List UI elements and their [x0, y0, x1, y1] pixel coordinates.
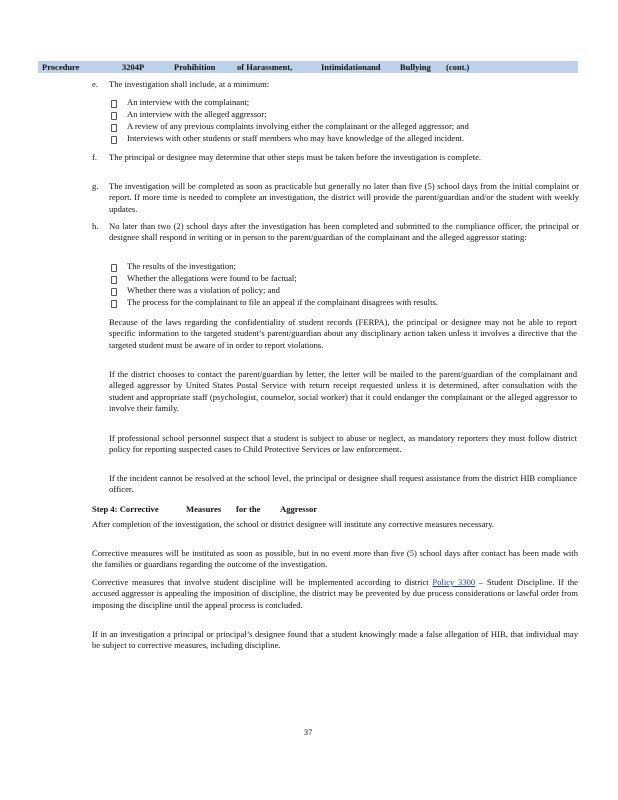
item-h-text: No later than two (2) school days after the investigation has been completed and submitted to the compliance officer, the principal or designee shall respond in writing or in person to the parent/guardian of the complainant and the alleged aggressor stating: [109, 221, 579, 243]
header-word-bullying: Bullying [400, 62, 431, 72]
step4-heading-step: Step 4: Corrective [92, 504, 159, 514]
bullet-box-icon [111, 100, 117, 108]
step4-paragraph-3 [92, 577, 578, 611]
item-h-label: h. [92, 221, 99, 231]
abuse-paragraph: If professional school personnel suspect that a student is subject to abuse or neglect, as mandatory reporters they must follow district policy for reporting suspected cases to Child Protective Services or law enforcement. [109, 433, 577, 455]
step4-p3-after: – Student Discipline. If the accused aggressor is appealing the imposition of discipline, the district may be prevented by due process considerations or lawful order from imposing the discipline until the appeal process is concluded. [92, 577, 578, 610]
item-f-text: The principal or designee may determine that other steps must be taken before the investigation is complete. [109, 152, 482, 162]
bullet-box-icon [111, 300, 117, 308]
step4-paragraph-2: Corrective measures will be instituted as soon as possible, but in no event more than five (5) school days after contact has been made with the families or guardians regarding the outcome of the investigation. [92, 548, 578, 570]
policy-3300-link[interactable]: Policy 3300 [432, 577, 476, 587]
item-e-bullet: A review of any previous complaints involving either the complainant or the alleged aggressor; and [127, 121, 469, 131]
item-h-bullet: Whether the allegations were found to be factual; [127, 273, 297, 283]
item-g-text: The investigation will be completed as soon as practicable but generally no later than five (5) school days from the initial complaint or report. If more time is needed to complete an investigation, the district will provide the parent/guardian and/or the student with weekly updates. [109, 181, 579, 214]
bullet-box-icon [111, 136, 117, 144]
header-cont: (cont.) [446, 62, 470, 72]
unresolved-paragraph: If the incident cannot be resolved at the school level, the principal or designee shall request assistance from the district HIB compliance officer. [109, 473, 577, 495]
header-word-prohibition: Prohibition [174, 62, 216, 72]
bullet-box-icon [111, 112, 117, 120]
item-e-text: The investigation shall include, at a minimum: [109, 79, 270, 89]
step4-p3-before: Corrective measures that involve student discipline will be implemented according to district [92, 577, 433, 587]
ferpa-paragraph: Because of the laws regarding the confidentiality of student records (FERPA), the principal or designee may not be able to report specific information to the targeted student’s parent/guardian about any disciplinary action taken unless it involves a directive that the targeted student must be aware of in order to report violations. [109, 317, 577, 350]
item-e-label: e. [92, 79, 98, 89]
header-word-intimidation: Intimidationand [321, 62, 381, 72]
letter-paragraph: If the district chooses to contact the parent/guardian by letter, the letter will be mailed to the parent/guardian of the complainant and alleged aggressor by United States Postal Service with return receipt requested unless it is determined, after consultation with the student and appropriate staff (psychologist, counselor, social worker) that it could endanger the complainant or the alleged aggressor to involve their family. [109, 369, 577, 414]
header-number: 3204P [122, 62, 145, 72]
bullet-box-icon [111, 288, 117, 296]
item-f-label: f. [92, 152, 98, 162]
step4-paragraph-4: If in an investigation a principal or principal’s designee found that a student knowingly made a false allegation of HIB, that individual may be subject to corrective measures, including discipline. [92, 629, 578, 651]
item-h-bullet: The process for the complainant to file an appeal if the complainant disagrees with results. [127, 297, 438, 307]
bullet-box-icon [111, 124, 117, 132]
item-g-label: g. [92, 181, 99, 191]
item-h-bullet: Whether there was a violation of policy; and [127, 285, 280, 295]
item-e-bullet: An interview with the complainant; [127, 97, 250, 107]
header-word-harassment: of Harassment, [237, 62, 293, 72]
step4-heading-aggressor: Aggressor [280, 504, 318, 514]
step4-paragraph-1: After completion of the investigation, the school or district designee will institute any corrective measures necessary. [92, 519, 495, 529]
step4-heading-for-the: for the [236, 504, 261, 514]
step4-heading [92, 504, 392, 516]
page-number: 37 [303, 727, 313, 737]
item-e-bullet: An interview with the alleged aggressor; [127, 109, 267, 119]
header-procedure: Procedure [42, 62, 80, 72]
item-e-bullet: Interviews with other students or staff members who may have knowledge of the alleged incident. [127, 133, 465, 143]
bullet-box-icon [111, 264, 117, 272]
bullet-box-icon [111, 276, 117, 284]
step4-heading-measures: Measures [186, 504, 222, 514]
item-h-bullet: The results of the investigation; [127, 261, 236, 271]
